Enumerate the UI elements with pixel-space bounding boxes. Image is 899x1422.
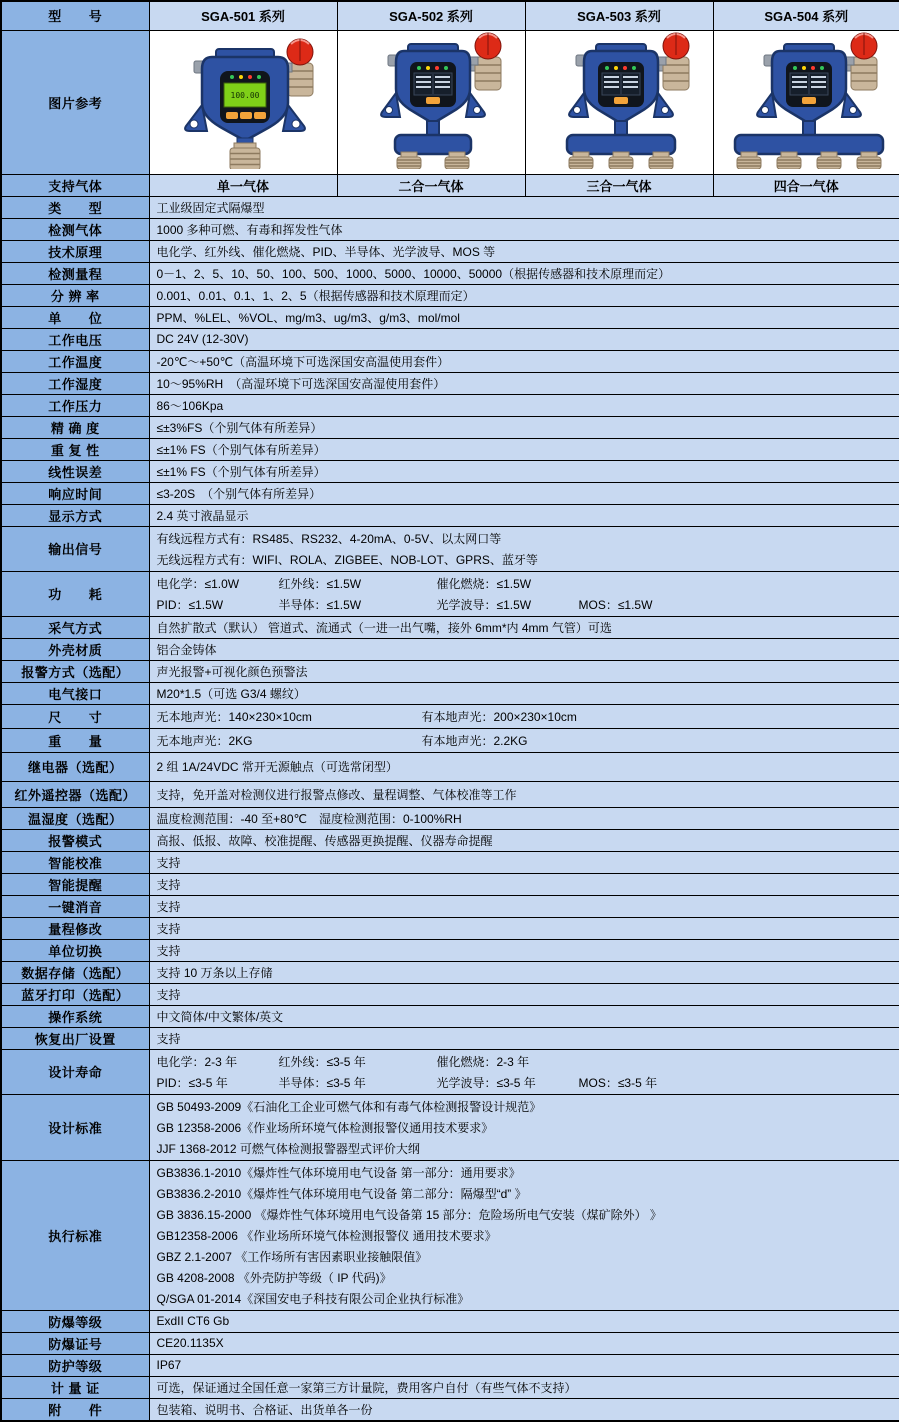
power-grid-cell-1-2: 光学波导：≤1.5W [437,596,579,613]
row-label-detect-gas: 检测气体 [1,218,149,240]
weight-grid-row-0 [157,730,893,751]
row-value-voltage: DC 24V (12-30V) [149,328,899,350]
row-value-housing: 铝合金铸体 [149,638,899,660]
dimensions-grid-cell-0-1: 有本地声光：200×230×10cm [422,708,577,725]
row-label-one-key-mute: 一键消音 [1,895,149,917]
row-value-temperature: -20℃～+50℃（高温环境下可选深国安高温使用套件） [149,350,899,372]
row-label-accessories: 附 件 [1,1398,149,1421]
row-label-execution-standard: 执行标准 [1,1160,149,1310]
svg-text:100.00: 100.00 [231,91,260,100]
design-life-grid-cell-0-1: 红外线：≤3-5 年 [279,1053,437,1070]
power-grid-cell-0-1: 红外线：≤1.5W [279,575,437,592]
row-value-explosion-grade: ExdII CT6 Gb [149,1310,899,1332]
row-label-factory-reset: 恢复出厂设置 [1,1027,149,1049]
row-label-weight: 重 量 [1,728,149,752]
row-value-design-standard [149,1094,899,1160]
sensor-head [817,152,841,169]
row-label-design-life: 设计寿命 [1,1049,149,1094]
row-value-resolution: 0.001、0.01、0.1、1、2、5（根据传感器和技术原理而定） [149,284,899,306]
execution-standard-line-5: GB 4208-2008 《外壳防护等级（ IP 代码)》 [157,1267,893,1288]
row-value-response-time: ≤3-20S （个别气体有所差异） [149,482,899,504]
gas-support-2: 三合一气体 [525,174,713,196]
row-value-smart-calibration: 支持 [149,851,899,873]
row-value-execution-standard [149,1160,899,1310]
row-label-display: 显示方式 [1,504,149,526]
design-standard-line-1: GB 12358-2006《作业场所环境气体检测报警仪通用技术要求》 [157,1117,893,1138]
device-cell-sga-501 [149,30,337,174]
row-value-range: 0－1、2、5、10、50、100、500、1000、5000、10000、50000（根据传感器和技术原理而定） [149,262,899,284]
row-label-repeatability: 重 复 性 [1,438,149,460]
device-cell-sga-502 [337,30,525,174]
device-image-sga-504 [714,31,899,169]
row-label-type: 类 型 [1,196,149,218]
power-grid-row-0 [157,573,893,594]
row-value-bt-print-opt: 支持 [149,983,899,1005]
row-value-data-storage-opt: 支持 10 万条以上存储 [149,961,899,983]
design-standard-line-2: JJF 1368-2012 可燃气体检测报警器型式评价大纲 [157,1138,893,1159]
execution-standard-line-4: GBZ 2.1-2007 《工作场所有害因素职业接触限值》 [157,1246,893,1267]
output-signal-line-1: 无线远程方式有：WIFI、ROLA、ZIGBEE、NOB-LOT、GPRS、蓝牙等 [157,549,893,570]
row-label-ir-remote-opt: 红外遥控器（选配） [1,781,149,807]
row-value-repeatability: ≤±1% FS（个别气体有所差异） [149,438,899,460]
row-label-smart-calibration: 智能校准 [1,851,149,873]
sensor-head [857,152,881,169]
row-value-accuracy: ≤±3%FS（个别气体有所差异） [149,416,899,438]
device-body [567,44,675,154]
gas-support-3: 四合一气体 [713,174,899,196]
row-label-range: 检测量程 [1,262,149,284]
execution-standard-line-3: GB12358-2006 《作业场所环境气体检测报警仪 通用技术要求》 [157,1225,893,1246]
row-label-humidity: 工作湿度 [1,372,149,394]
row-value-humidity: 10～95%RH （高湿环境下可选深国安高湿使用套件） [149,372,899,394]
row-label-electrical-port: 电气接口 [1,682,149,704]
sensor-head [777,152,801,169]
execution-standard-line-2: GB 3836.15-2000 《爆炸性气体环境用电气设备第 15 部分：危险场所电气安装（煤矿除外） 》 [157,1204,893,1225]
gas-support-1: 二合一气体 [337,174,525,196]
row-label-unit: 单 位 [1,306,149,328]
model-name-3: SGA-504 系列 [713,1,899,30]
row-label-linearity: 线性误差 [1,460,149,482]
row-label-smart-reminder: 智能提醒 [1,873,149,895]
row-value-temp-humidity-opt: 温度检测范围：-40 至+80℃ 湿度检测范围：0-100%RH [149,807,899,829]
row-value-one-key-mute: 支持 [149,895,899,917]
sensor-head [569,152,593,169]
row-label-range-modify: 量程修改 [1,917,149,939]
row-label-pressure: 工作压力 [1,394,149,416]
weight-grid-cell-0-1: 有本地声光：2.2KG [422,732,528,749]
model-name-2: SGA-503 系列 [525,1,713,30]
design-life-grid-cell-1-1: 半导体：≤3-5 年 [279,1074,437,1091]
design-life-grid-cell-1-3: MOS：≤3-5 年 [579,1074,658,1091]
design-life-grid-row-1 [157,1072,893,1093]
row-value-power [149,571,899,616]
device-image-sga-503 [526,31,712,169]
row-value-output-signal [149,526,899,571]
row-value-pressure: 86～106Kpa [149,394,899,416]
row-value-accessories: 包装箱、说明书、合格证、出货单各一份 [149,1398,899,1421]
sensor-head [230,143,260,169]
dimensions-grid-cell-0-0: 无本地声光：140×230×10cm [157,708,422,725]
model-name-0: SGA-501 系列 [149,1,337,30]
row-label-explosion-grade: 防爆等级 [1,1310,149,1332]
sensor-head [609,152,633,169]
row-value-design-life [149,1049,899,1094]
row-label-data-storage-opt: 数据存储（选配） [1,961,149,983]
row-value-dimensions [149,704,899,728]
power-grid-cell-1-3: MOS：≤1.5W [579,596,653,613]
row-label-output-signal: 输出信号 [1,526,149,571]
device-image-sga-502 [338,31,524,169]
model-name-1: SGA-502 系列 [337,1,525,30]
power-grid-row-1 [157,594,893,615]
row-label-power: 功 耗 [1,571,149,616]
model-header-label: 型 号 [1,1,149,30]
power-grid-cell-0-2: 催化燃烧：≤1.5W [437,575,579,592]
row-label-housing: 外壳材质 [1,638,149,660]
device-image-sga-501 [150,31,336,169]
row-value-principle: 电化学、红外线、催化燃烧、PID、半导体、光学波导、MOS 等 [149,240,899,262]
row-value-type: 工业级固定式隔爆型 [149,196,899,218]
design-life-grid-cell-1-0: PID：≤3-5 年 [157,1074,279,1091]
row-value-linearity: ≤±1% FS（个别气体有所差异） [149,460,899,482]
row-value-display: 2.4 英寸液晶显示 [149,504,899,526]
design-life-grid-row-0 [157,1051,893,1072]
power-grid-cell-0-0: 电化学：≤1.0W [157,575,279,592]
design-standard-line-0: GB 50493-2009《石油化工企业可燃气体和有毒气体检测报警设计规范》 [157,1096,893,1117]
row-label-response-time: 响应时间 [1,482,149,504]
row-value-os: 中文简体/中文繁体/英文 [149,1005,899,1027]
row-value-relay-opt: 2 组 1A/24VDC 常开无源触点（可选常闭型） [149,752,899,781]
output-signal-line-0: 有线远程方式有：RS485、RS232、4-20mA、0-5V、以太网口等 [157,528,893,549]
row-value-explosion-cert: CE20.1135X [149,1332,899,1354]
sensor-head [649,152,673,169]
device-body [185,49,305,146]
row-value-detect-gas: 1000 多种可燃、有毒和挥发性气体 [149,218,899,240]
sensor-head [397,152,421,169]
row-label-relay-opt: 继电器（选配） [1,752,149,781]
row-label-dimensions: 尺 寸 [1,704,149,728]
sensor-head [737,152,761,169]
row-value-range-modify: 支持 [149,917,899,939]
row-value-unit-switch: 支持 [149,939,899,961]
row-value-alarm-method-opt: 声光报警+可视化颜色预警法 [149,660,899,682]
spec-table-body [1,1,899,1421]
row-label-resolution: 分 辨 率 [1,284,149,306]
row-label-os: 操作系统 [1,1005,149,1027]
row-value-sampling: 自然扩散式（默认） 管道式、流通式（一进一出气嘴，接外 6mm*内 4mm 气管）可选 [149,616,899,638]
row-label-unit-switch: 单位切换 [1,939,149,961]
row-value-unit: PPM、%LEL、%VOL、mg/m3、ug/m3、g/m3、mol/mol [149,306,899,328]
row-label-protection-grade: 防护等级 [1,1354,149,1376]
gas-support-0: 单一气体 [149,174,337,196]
row-value-protection-grade: IP67 [149,1354,899,1376]
design-life-grid-cell-0-2: 催化燃烧：2-3 年 [437,1053,579,1070]
design-life-grid-cell-1-2: 光学波导：≤3-5 年 [437,1074,579,1091]
gas-row-label: 支持气体 [1,174,149,196]
row-label-principle: 技术原理 [1,240,149,262]
row-label-bt-print-opt: 蓝牙打印（选配） [1,983,149,1005]
row-label-accuracy: 精 确 度 [1,416,149,438]
row-value-smart-reminder: 支持 [149,873,899,895]
row-value-metrology-cert: 可选，保证通过全国任意一家第三方计量院，费用客户自付（有些气体不支持） [149,1376,899,1398]
device-cell-sga-504 [713,30,899,174]
device-body [381,44,485,154]
row-label-design-standard: 设计标准 [1,1094,149,1160]
row-label-explosion-cert: 防爆证号 [1,1332,149,1354]
execution-standard-line-1: GB3836.2-2010《爆炸性气体环境用电气设备 第二部分：隔爆型“d” 》 [157,1183,893,1204]
row-label-alarm-method-opt: 报警方式（选配） [1,660,149,682]
power-grid-cell-1-0: PID：≤1.5W [157,596,279,613]
power-grid-cell-1-1: 半导体：≤1.5W [279,596,437,613]
row-value-weight [149,728,899,752]
dimensions-grid-row-0 [157,706,893,727]
row-label-metrology-cert: 计 量 证 [1,1376,149,1398]
execution-standard-line-0: GB3836.1-2010《爆炸性气体环境用电气设备 第一部分：通用要求》 [157,1162,893,1183]
row-label-temperature: 工作温度 [1,350,149,372]
weight-grid-cell-0-0: 无本地声光：2KG [157,732,422,749]
image-row-label: 图片参考 [1,30,149,174]
row-label-temp-humidity-opt: 温湿度（选配） [1,807,149,829]
row-label-voltage: 工作电压 [1,328,149,350]
row-value-ir-remote-opt: 支持，免开盖对检测仪进行报警点修改、量程调整、气体校准等工作 [149,781,899,807]
execution-standard-line-6: Q/SGA 01-2014《深国安电子科技有限公司企业执行标准》 [157,1288,893,1309]
device-cell-sga-503 [525,30,713,174]
design-life-grid-cell-0-0: 电化学：2-3 年 [157,1053,279,1070]
row-value-factory-reset: 支持 [149,1027,899,1049]
row-label-alarm-modes: 报警模式 [1,829,149,851]
row-label-sampling: 采气方式 [1,616,149,638]
row-value-electrical-port: M20*1.5（可选 G3/4 螺纹） [149,682,899,704]
sensor-head [445,152,469,169]
row-value-alarm-modes: 高报、低报、故障、校准提醒、传感器更换提醒、仪器寿命提醒 [149,829,899,851]
